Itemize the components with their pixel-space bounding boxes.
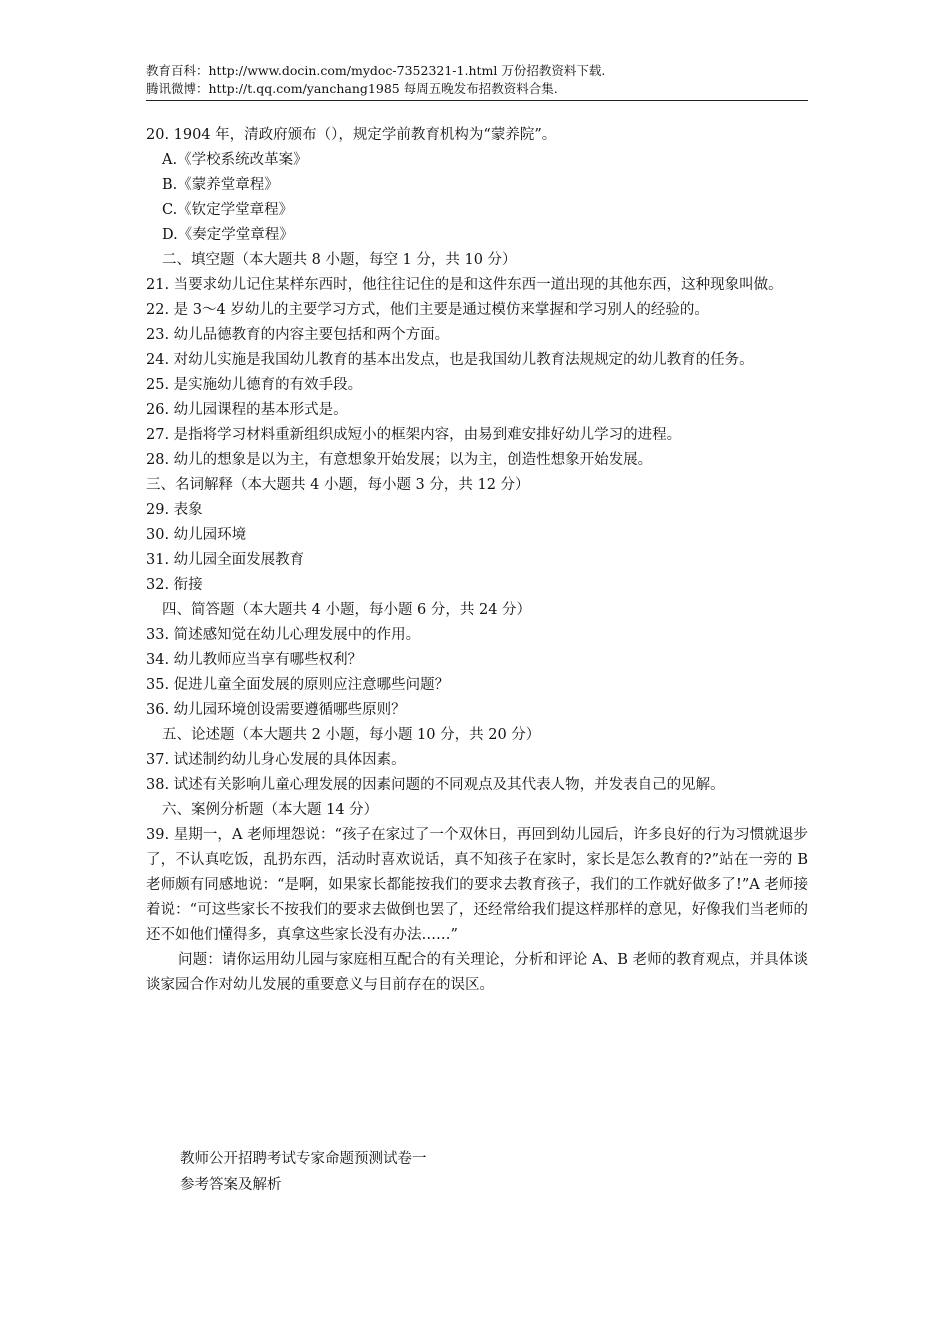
- section-6-title: 六、案例分析题（本大题 14 分）: [162, 802, 379, 818]
- question-38: 38. 试述有关影响儿童心理发展的因素问题的不同观点及其代表人物，并发表自己的见解。: [146, 777, 725, 793]
- question-31: 31. 幼儿园全面发展教育: [146, 552, 305, 568]
- document-body: [146, 123, 808, 998]
- question-37: 37. 试述制约幼儿身心发展的具体因素。: [146, 752, 406, 768]
- section-2-title: 二、填空题（本大题共 8 小题，每空 1 分，共 10 分）: [162, 252, 517, 268]
- question-24: 24. 对幼儿实施是我国幼儿教育的基本出发点，也是我国幼儿教育法规规定的幼儿教育的任务。: [146, 352, 754, 368]
- header-link-docin[interactable]: 教育百科：http://www.docin.com/mydoc-7352321-1.html 万份招教资料下载.: [146, 63, 606, 78]
- page-header: [146, 62, 808, 101]
- question-22: 22. 是 3～4 岁幼儿的主要学习方式，他们主要是通过模仿来掌握和学习别人的经验的。: [146, 302, 709, 318]
- header-link-weibo[interactable]: 腾讯微博：http://t.qq.com/yanchang1985 每周五晚发布招教资料合集.: [146, 81, 558, 96]
- question-36: 36. 幼儿园环境创设需要遵循哪些原则？: [146, 702, 406, 718]
- section-4-title: 四、简答题（本大题共 4 小题，每小题 6 分，共 24 分）: [162, 602, 532, 618]
- question-27: 27. 是指将学习材料重新组织成短小的框架内容，由易到难安排好幼儿学习的进程。: [146, 427, 682, 443]
- answer-title: 参考答案及解析: [180, 1177, 282, 1193]
- question-30: 30. 幼儿园环境: [146, 527, 247, 543]
- question-34: 34. 幼儿教师应当享有哪些权利？: [146, 652, 363, 668]
- question-39-case: 39. 星期一，A 老师埋怨说：“孩子在家过了一个双休日，再回到幼儿园后，许多良好的行为习惯就退步了，不认真吃饭，乱扔东西，活动时喜欢说话，真不知孩子在家时，家长是怎么教育的?”站在一旁的 B 老师颇有同感地说：“是啊，如果家长都能按我们的要求去教育孩子，我们的工作就好做多了!”A 老师接着说：“可这些家长不按我们的要求去做倒也罢了，还经常给我们提这样那样的意见，好像我们当老师的还不如他们懂得多，真拿这些家长没有办法……”: [146, 827, 808, 943]
- question-39-prompt: 问题：请你运用幼儿园与家庭相互配合的有关理论，分析和评论 A、B 老师的教育观点，并具体谈谈家园合作对幼儿发展的重要意义与目前存在的误区。: [146, 952, 808, 993]
- section-3-title: 三、名词解释（本大题共 4 小题，每小题 3 分，共 12 分）: [146, 477, 530, 493]
- question-32: 32. 衔接: [146, 577, 203, 593]
- question-29: 29. 表象: [146, 502, 203, 518]
- option-b: B.《蒙养堂章程》: [162, 177, 279, 193]
- question-25: 25. 是实施幼儿德育的有效手段。: [146, 377, 363, 393]
- option-d: D.《奏定学堂章程》: [162, 227, 294, 243]
- question-33: 33. 简述感知觉在幼儿心理发展中的作用。: [146, 627, 421, 643]
- question-21: 21. 当要求幼儿记住某样东西时，他往往记住的是和这件东西一道出现的其他东西，这种现象叫做。: [146, 277, 783, 293]
- question-23: 23. 幼儿品德教育的内容主要包括和两个方面。: [146, 327, 450, 343]
- question-28: 28. 幼儿的想象是以为主，有意想象开始发展；以为主，创造性想象开始发展。: [146, 452, 653, 468]
- answer-key-heading: [180, 1146, 427, 1198]
- question-35: 35. 促进儿童全面发展的原则应注意哪些问题？: [146, 677, 450, 693]
- question-26: 26. 幼儿园课程的基本形式是。: [146, 402, 348, 418]
- exam-title: 教师公开招聘考试专家命题预测试卷一: [180, 1151, 427, 1167]
- section-5-title: 五、论述题（本大题共 2 小题，每小题 10 分，共 20 分）: [162, 727, 541, 743]
- option-a: A.《学校系统改革案》: [162, 152, 308, 168]
- option-c: C.《钦定学堂章程》: [162, 202, 294, 218]
- page: [146, 62, 808, 998]
- question-20: 20. 1904 年，清政府颁布（），规定学前教育机构为“蒙养院”。: [146, 127, 557, 143]
